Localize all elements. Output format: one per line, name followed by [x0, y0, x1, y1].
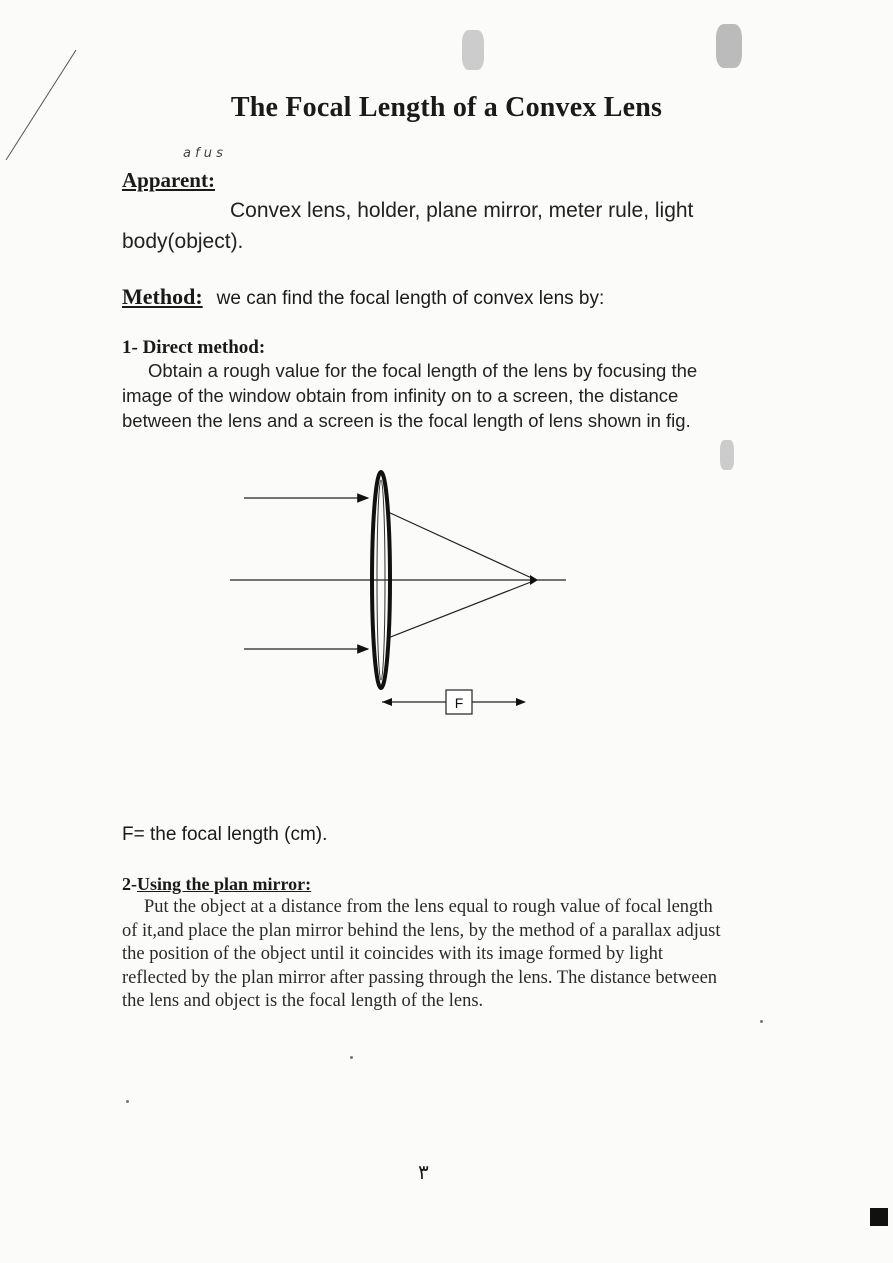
convex-lens-diagram [220, 462, 580, 722]
apparent-text: Convex lens, holder, plane mirror, meter rule, light body(object). [122, 199, 694, 253]
plan-mirror-text: Put the object at a distance from the lens equal to rough value of focal length of it,and place the plan mirror behind the lens, by the method of a parallax adjust the position of the object until it coincides with its image formed by light reflected by the plan mirror after passing through the lens. The distance between the lens and object is the focal length of the lens. [122, 897, 721, 1011]
apparent-heading: Apparent: [122, 168, 215, 192]
page-title: The Focal Length of a Convex Lens [230, 92, 663, 123]
focal-length-arrow-right [516, 698, 526, 706]
handwritten-note: a f u s [183, 146, 223, 161]
scan-speck [350, 1056, 353, 1059]
direct-method-heading: 1- Direct method: [122, 337, 266, 358]
page-number: ٣ [418, 1160, 429, 1184]
direct-method-text: Obtain a rough value for the focal length of the lens by focusing the image of the window obtain from infinity on to a screen, the distance between the lens and a screen is the focal length of lens shown in fig. [122, 360, 698, 431]
scan-edge-mark [870, 1208, 888, 1226]
scan-speck [720, 440, 734, 470]
focal-length-arrow-left [382, 698, 392, 706]
method-label: Method: [122, 284, 203, 309]
plan-mirror-heading [122, 874, 311, 895]
scan-speck [462, 30, 484, 70]
refracted-ray-bottom [388, 580, 536, 638]
method-text: we can find the focal length of convex lens by: [216, 288, 605, 309]
plan-mirror-number: 2- [122, 874, 137, 894]
focal-length-definition: F= the focal length (cm). [122, 824, 328, 845]
focal-label: F [454, 695, 464, 711]
scan-speck [760, 1020, 763, 1023]
scan-speck [126, 1100, 129, 1103]
refracted-ray-top [388, 512, 536, 580]
method-line [122, 284, 604, 310]
focal-point-arrow [530, 575, 538, 585]
plan-mirror-title: Using the plan mirror: [137, 874, 312, 894]
scan-speck [716, 24, 742, 68]
